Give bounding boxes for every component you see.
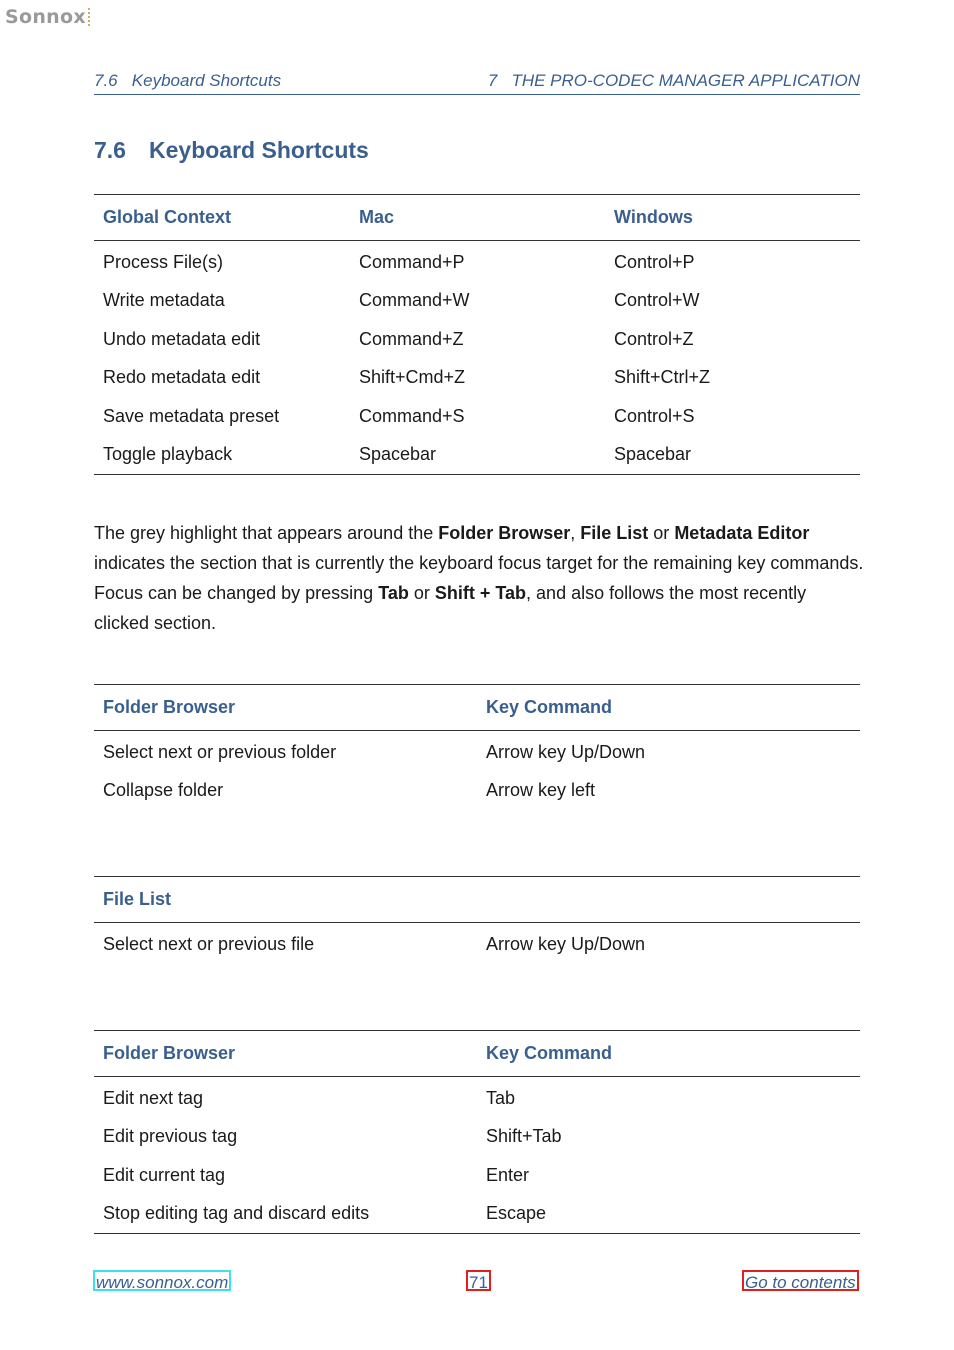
key-command-cell: Escape <box>486 1203 547 1224</box>
table-row <box>94 436 860 475</box>
mac-shortcut-cell: Command+Z <box>359 328 464 349</box>
paragraph-text: or <box>408 583 435 603</box>
action-cell: Collapse folder <box>103 780 224 801</box>
action-cell: Edit current tag <box>103 1164 226 1185</box>
table-header-row <box>94 1031 860 1077</box>
table-row <box>94 397 860 436</box>
windows-shortcut-cell: Spacebar <box>614 444 692 465</box>
running-header <box>94 71 860 95</box>
action-cell: Select next or previous folder <box>103 741 337 762</box>
table-row <box>94 1118 860 1157</box>
key-command-cell: Arrow key Up/Down <box>486 933 646 954</box>
mac-shortcut-cell: Shift+Cmd+Z <box>359 367 466 388</box>
global-shortcuts-table <box>94 194 860 475</box>
paragraph-bold-folder-browser: Folder Browser <box>438 523 571 543</box>
action-cell: Select next or previous file <box>103 933 315 954</box>
key-command-cell: Tab <box>486 1087 516 1108</box>
section-title-text: Keyboard Shortcuts <box>149 137 369 163</box>
action-cell: Edit previous tag <box>103 1126 238 1147</box>
website-link[interactable]: www.sonnox.com <box>93 1270 231 1291</box>
key-command-cell: Arrow key left <box>486 780 596 801</box>
table-row <box>94 241 860 282</box>
paragraph-text: The grey highlight that appears around the <box>94 523 439 543</box>
table-row <box>94 731 860 772</box>
mac-shortcut-cell: Command+S <box>359 405 465 426</box>
action-cell: Redo metadata edit <box>103 367 261 388</box>
paragraph-text: or <box>648 523 675 543</box>
windows-shortcut-cell: Control+S <box>614 405 695 426</box>
table-row <box>94 1195 860 1234</box>
column-header-mac: Mac <box>350 195 605 241</box>
action-cell: Toggle playback <box>103 444 233 465</box>
action-cell: Write metadata <box>103 290 225 311</box>
windows-shortcut-cell: Control+W <box>614 290 700 311</box>
table-row <box>94 1077 860 1118</box>
column-header-key-command: Key Command <box>477 685 860 731</box>
paragraph-bold-shift-tab: Shift + Tab <box>434 583 527 603</box>
paragraph-text: , and also follows the most recently clicked section. <box>94 583 807 633</box>
table-row <box>94 359 860 398</box>
file-list-shortcuts-table <box>94 876 860 964</box>
table-row <box>94 320 860 359</box>
mac-shortcut-cell: Spacebar <box>359 444 437 465</box>
logo-mark-icon <box>88 8 90 26</box>
table-row <box>94 772 860 811</box>
key-command-cell: Enter <box>486 1164 530 1185</box>
paragraph-text: , <box>570 523 581 543</box>
sonnox-logo <box>5 6 90 28</box>
column-header-key-command: Key Command <box>477 1031 860 1077</box>
action-cell: Process File(s) <box>103 251 224 272</box>
mac-shortcut-cell: Command+P <box>359 251 465 272</box>
focus-description-paragraph <box>94 518 864 638</box>
paragraph-bold-tab: Tab <box>378 583 409 603</box>
mac-shortcut-cell: Command+W <box>359 290 470 311</box>
paragraph-text: indicates the section that is currently the keyboard focus target for the remaining key commands. Focus can be changed by pressing <box>94 553 864 603</box>
go-to-contents-link[interactable]: Go to contents <box>742 1270 859 1291</box>
running-header-chapter: 7 THE PRO-CODEC MANAGER APPLICATION <box>487 71 860 90</box>
paragraph-bold-file-list: File List <box>580 523 649 543</box>
action-cell: Save metadata preset <box>103 405 280 426</box>
running-header-section: 7.6 Keyboard Shortcuts <box>94 71 282 90</box>
column-header-section: Folder Browser <box>94 685 477 731</box>
table-header-row <box>94 685 860 731</box>
column-header-empty <box>477 877 860 923</box>
folder-browser-shortcuts-table <box>94 684 860 810</box>
paragraph-bold-metadata-editor: Metadata Editor <box>674 523 810 543</box>
action-cell: Edit next tag <box>103 1087 204 1108</box>
page-number-link[interactable]: 71 <box>466 1270 491 1291</box>
table-row <box>94 1156 860 1195</box>
windows-shortcut-cell: Control+Z <box>614 328 694 349</box>
key-command-cell: Shift+Tab <box>486 1126 562 1147</box>
windows-shortcut-cell: Shift+Ctrl+Z <box>614 367 711 388</box>
section-number: 7.6 <box>94 137 126 163</box>
column-header-windows: Windows <box>605 195 860 241</box>
section-title <box>94 137 369 164</box>
logo-text: Sonnox <box>5 6 86 28</box>
table-header-row <box>94 195 860 241</box>
metadata-editor-shortcuts-table <box>94 1030 860 1234</box>
key-command-cell: Arrow key Up/Down <box>486 741 646 762</box>
table-header-row <box>94 877 860 923</box>
table-row <box>94 923 860 964</box>
column-header-section: Folder Browser <box>94 1031 477 1077</box>
column-header-section: File List <box>94 877 477 923</box>
action-cell: Stop editing tag and discard edits <box>103 1203 370 1224</box>
table-row <box>94 282 860 321</box>
column-header-context: Global Context <box>94 195 350 241</box>
windows-shortcut-cell: Control+P <box>614 251 695 272</box>
action-cell: Undo metadata edit <box>103 328 261 349</box>
